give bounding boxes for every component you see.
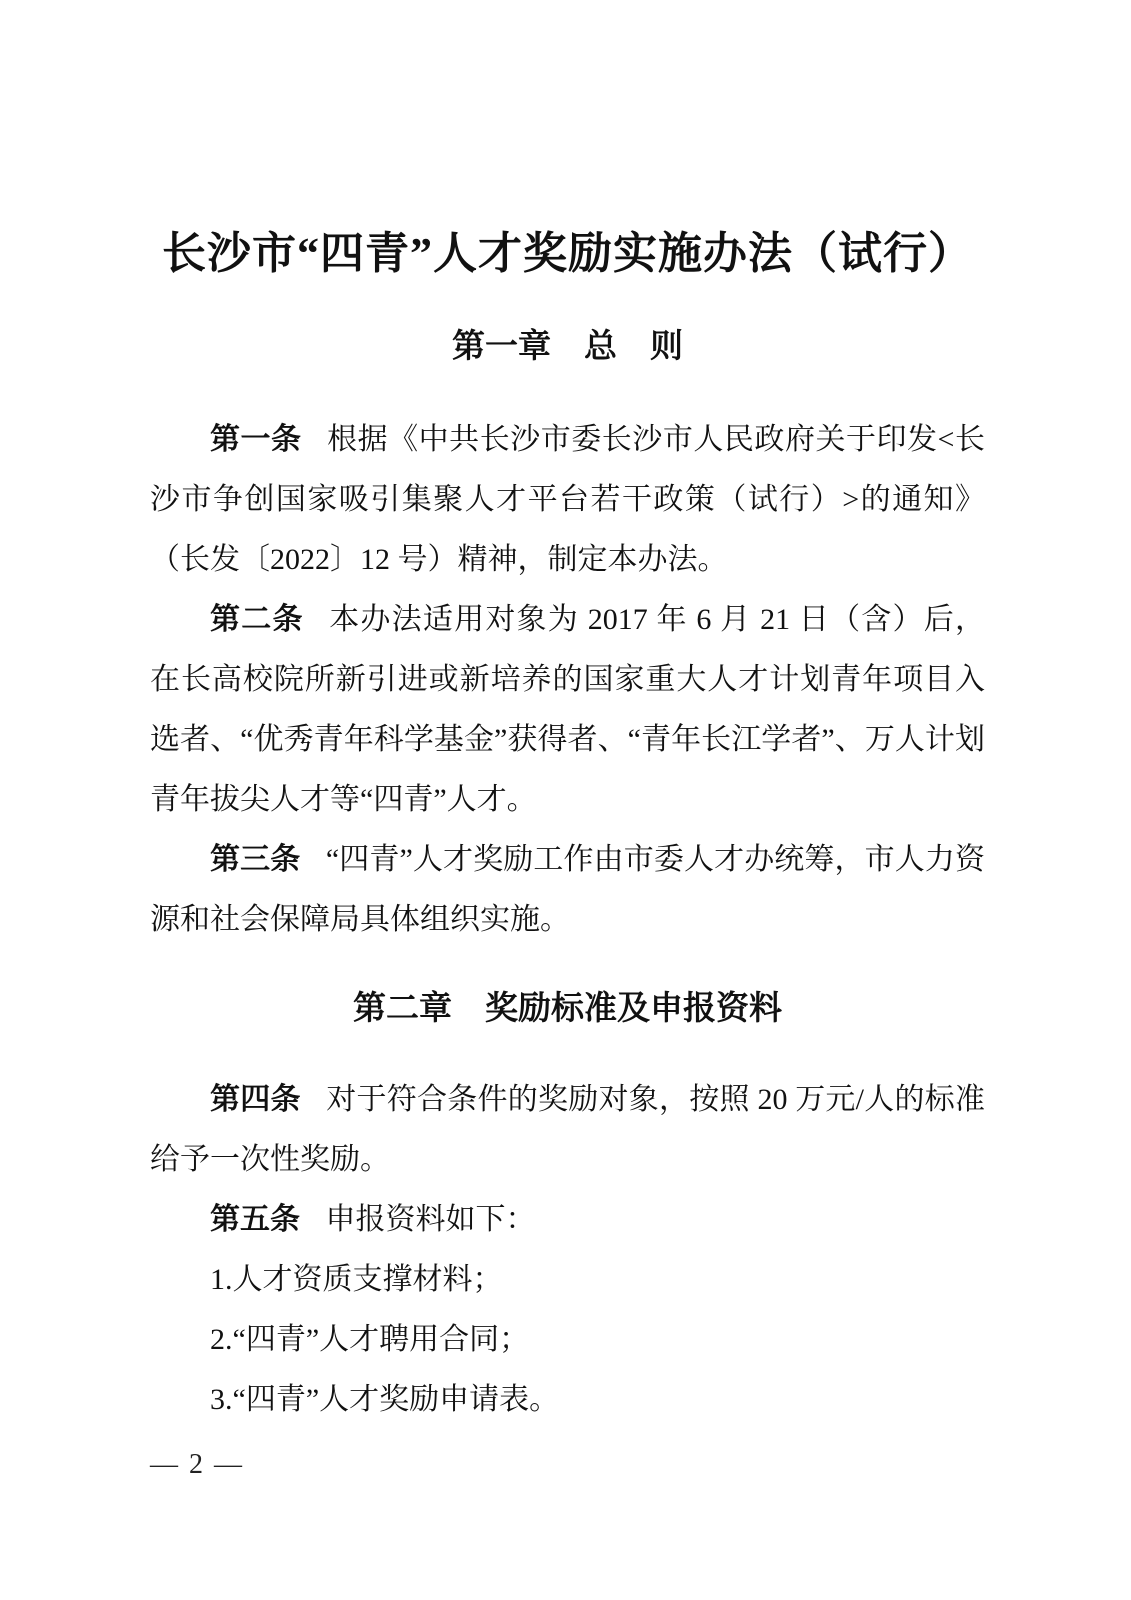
article-4-paragraph — [150, 1070, 985, 1190]
document-content — [0, 231, 1131, 1430]
article-5-number: 第五条 — [210, 1203, 300, 1236]
article-2-number: 第二条 — [210, 603, 304, 636]
article-3-paragraph — [150, 830, 985, 950]
page-number: — 2 — — [150, 1449, 244, 1480]
chapter-2-heading: 第二章 奖励标准及申报资料 — [353, 989, 782, 1026]
article-3-number: 第三条 — [210, 843, 301, 876]
article-1-paragraph — [150, 410, 985, 590]
list-item-2: 2.“四青”人才聘用合同； — [210, 1323, 530, 1356]
article-1-text: 根据《中共长沙市委长沙市人民政府关于印发<长沙市争创国家吸引集聚人才平台若干政策（试行）>的通知》（长发〔2022〕12 号）精神，制定本办法。 — [150, 423, 986, 576]
article-4-text: 对于符合条件的奖励对象，按照 20 万元/人的标准给予一次性奖励。 — [150, 1083, 986, 1176]
article-1-number: 第一条 — [210, 423, 302, 456]
chapter-1-heading: 第一章 总 则 — [452, 327, 683, 364]
article-4-number: 第四条 — [210, 1083, 301, 1116]
document-body — [150, 410, 985, 1430]
article-5-paragraph — [150, 1190, 985, 1250]
list-item-3: 3.“四青”人才奖励申请表。 — [210, 1383, 560, 1416]
article-2-text: 本办法适用对象为 2017 年 6 月 21 日（含）后，在长高校院所新引进或新培养的国家重大人才计划青年项目入选者、“优秀青年科学基金”获得者、“青年长江学者”、万人计划青年拔尖人才等“四青”人才。 — [150, 603, 985, 816]
article-3-text: “四青”人才奖励工作由市委人才办统筹，市人力资源和社会保障局具体组织实施。 — [150, 843, 985, 936]
document-title: 长沙市“四青”人才奖励实施办法（试行） — [162, 229, 973, 278]
article-5-text: 申报资料如下： — [325, 1203, 536, 1236]
list-item-1: 1.人才资质支撑材料； — [210, 1263, 503, 1296]
article-2-paragraph — [150, 590, 985, 830]
